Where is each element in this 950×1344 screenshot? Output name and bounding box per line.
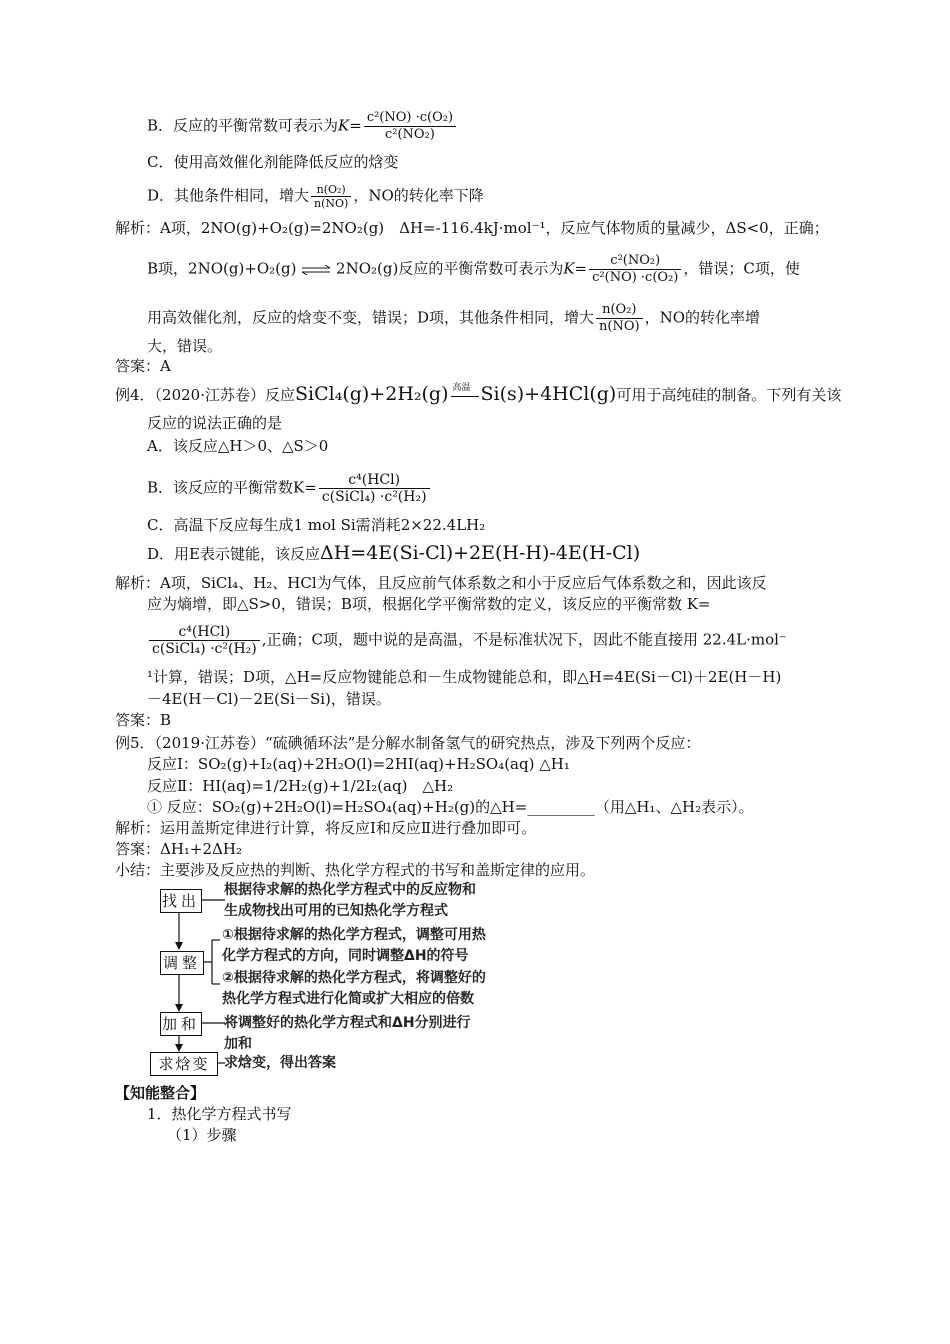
equation-left: SiCl₄(g)+2H₂(g) [295,383,449,405]
reversible-arrow-icon [301,265,331,275]
fraction-numerator: n(O₂) [311,183,351,197]
analysis-line: 应为熵增，即△S>0，错误；B项，根据化学平衡常数的定义，该反应的平衡常数 K= [147,595,711,613]
flow-text: ②根据待求解的热化学方程式，将调整好的 [222,970,486,986]
k-symbol: K= [563,259,588,278]
flow-text: 热化学方程式进行化简或扩大相应的倍数 [222,991,474,1007]
analysis-line [147,624,787,657]
option-a: A．该反应△H＞0、△S＞0 [147,437,329,455]
analysis-text: 2NO₂(g)反应的平衡常数可表示为 [336,259,564,278]
fraction [364,110,456,143]
reaction-condition [451,383,479,401]
flow-step-adjust: 调整 [160,951,204,975]
answer: 答案：A [115,357,171,375]
option-b [147,110,458,143]
fraction-denominator: n(NO) [314,197,349,210]
fraction-denominator: c²(NO₂) [384,127,435,142]
fraction-numerator: c⁴(HCl) [319,472,430,489]
analysis-line: ¹计算，错误；D项，△H=反应物键能总和－生成物键能总和，即△H=4E(Si－Cl)＋2E(H－H) [147,668,782,686]
analysis-text: ，错误；C项，使 [683,259,800,278]
flow-text: ①根据待求解的热化学方程式，调整可用热 [222,927,486,943]
flow-text: 生成物找出可用的已知热化学方程式 [224,903,448,919]
option-text: D．用E表示键能，该反应 [147,545,320,563]
equation: ΔH=4E(Si-Cl)+2E(H-H)-4E(H-Cl) [319,542,641,564]
flow-step-enthalpy: 求焓变 [150,1052,218,1076]
option-b-text: B．反应的平衡常数可表示为 [147,116,339,135]
flow-text: 根据待求解的热化学方程式中的反应物和 [224,882,476,898]
fraction-denominator: c(SiCl₄) ·c²(H₂) [152,641,257,657]
reaction-2: 反应Ⅱ：HI(aq)=1/2H₂(g)+1/2I₂(aq) △H₂ [147,777,454,795]
example-text: 例4．（2020·江苏卷）反应 [115,386,295,404]
section-subitem: （1）步骤 [167,1126,237,1144]
example-4-title [115,384,841,405]
question: ① 反应：SO₂(g)+2H₂O(l)=H₂SO₄(aq)+H₂(g)的△H=_________（用△H₁、△H₂表示）。 [147,798,754,816]
option-c: C．使用高效催化剂能降低反应的焓变 [147,153,399,171]
fraction-numerator: c²(NO) ·c(O₂) [364,110,456,127]
analysis-line: 解析：A项，SiCl₄、H₂、HCl为气体，且反应前气体系数之和小于反应后气体系数之和，因此该反 [115,574,767,592]
analysis-text: ，NO的转化率增 [644,308,761,327]
fraction [589,253,681,286]
equation-right: Si(s)+4HCl(g) [480,383,617,405]
option-text: C．高温下反应每生成1 mol Si需消耗 [147,516,401,534]
analysis-line [147,253,800,286]
reaction-1: 反应Ⅰ：SO₂(g)+I₂(aq)+2H₂O(l)=2HI(aq)+H₂SO₄(aq) △H₁ [147,755,570,773]
analysis-line: 大，错误。 [147,337,223,355]
flow-text: 化学方程式的方向，同时调整ΔH的符号 [222,948,469,964]
option-text: B．该反应的平衡常数K= [147,478,317,497]
option-d-text: D．其他条件相同，增大 [147,186,310,205]
section-title: 【知能整合】 [115,1084,206,1102]
option-d-suffix: ，NO的转化率下降 [353,186,484,205]
fraction-numerator: c⁴(HCl) [149,624,260,641]
example-4-line2: 反应的说法正确的是 [147,414,283,432]
option-c [147,515,485,535]
condition-label: 高温 [452,383,471,393]
fraction-denominator: c(SiCl₄) ·c²(H₂) [321,489,427,505]
analysis-line: 解析：运用盖斯定律进行计算，将反应Ⅰ和反应Ⅱ进行叠加即可。 [115,819,537,837]
summary: 小结：主要涉及反应热的判断、热化学方程式的书写和盖斯定律的应用。 [115,861,596,879]
fraction-numerator: n(O₂) [596,302,643,319]
option-b [147,472,432,505]
flow-text: 求焓变，得出答案 [224,1055,336,1071]
section-item: 1．热化学方程式书写 [147,1105,292,1123]
example-text: 可用于高纯硅的制备。下列有关该 [616,386,842,404]
fraction-denominator: n(NO) [599,319,640,334]
analysis-line: －4E(H－Cl)－2E(Si－Si)，错误。 [147,690,391,708]
answer: 答案：B [115,711,172,729]
analysis-text: 用高效催化剂，反应的焓变不变，错误；D项，其他条件相同，增大 [147,308,595,327]
flow-step-add: 加和 [160,1012,202,1036]
equation-left: B项，2NO(g)+O₂(g) [147,259,297,278]
fraction [596,302,643,335]
option-d [147,183,484,210]
fraction [319,472,430,505]
k-symbol: K= [338,116,362,135]
analysis-line [147,302,760,335]
flow-text: 将调整好的热化学方程式和ΔH分别进行 [224,1015,471,1031]
option-value: 2×22.4LH₂ [400,516,486,534]
option-d [147,543,640,564]
analysis-text: ,正确；C项，题中说的是高温，不是标准状况下，因此不能直接用 22.4L·mol⁻ [261,630,787,649]
arrow-bar [451,396,479,397]
answer: 答案：ΔH₁+2ΔH₂ [115,840,242,858]
analysis-line: 解析：A项，2NO(g)+O₂(g)=2NO₂(g) ΔH=-116.4kJ·mol⁻¹，反应气体物质的量减少，ΔS<0，正确； [115,219,829,237]
flow-step-find: 找出 [160,889,202,913]
flow-text: 加和 [224,1036,252,1052]
fraction-numerator: c²(NO₂) [589,253,681,270]
fraction [149,624,260,657]
fraction [311,183,351,210]
fraction-denominator: c²(NO) ·c(O₂) [592,270,679,285]
example-5-title: 例5．（2019·江苏卷）“硫碘循环法”是分解水制备氢气的研究热点，涉及下列两个反应： [115,734,701,752]
